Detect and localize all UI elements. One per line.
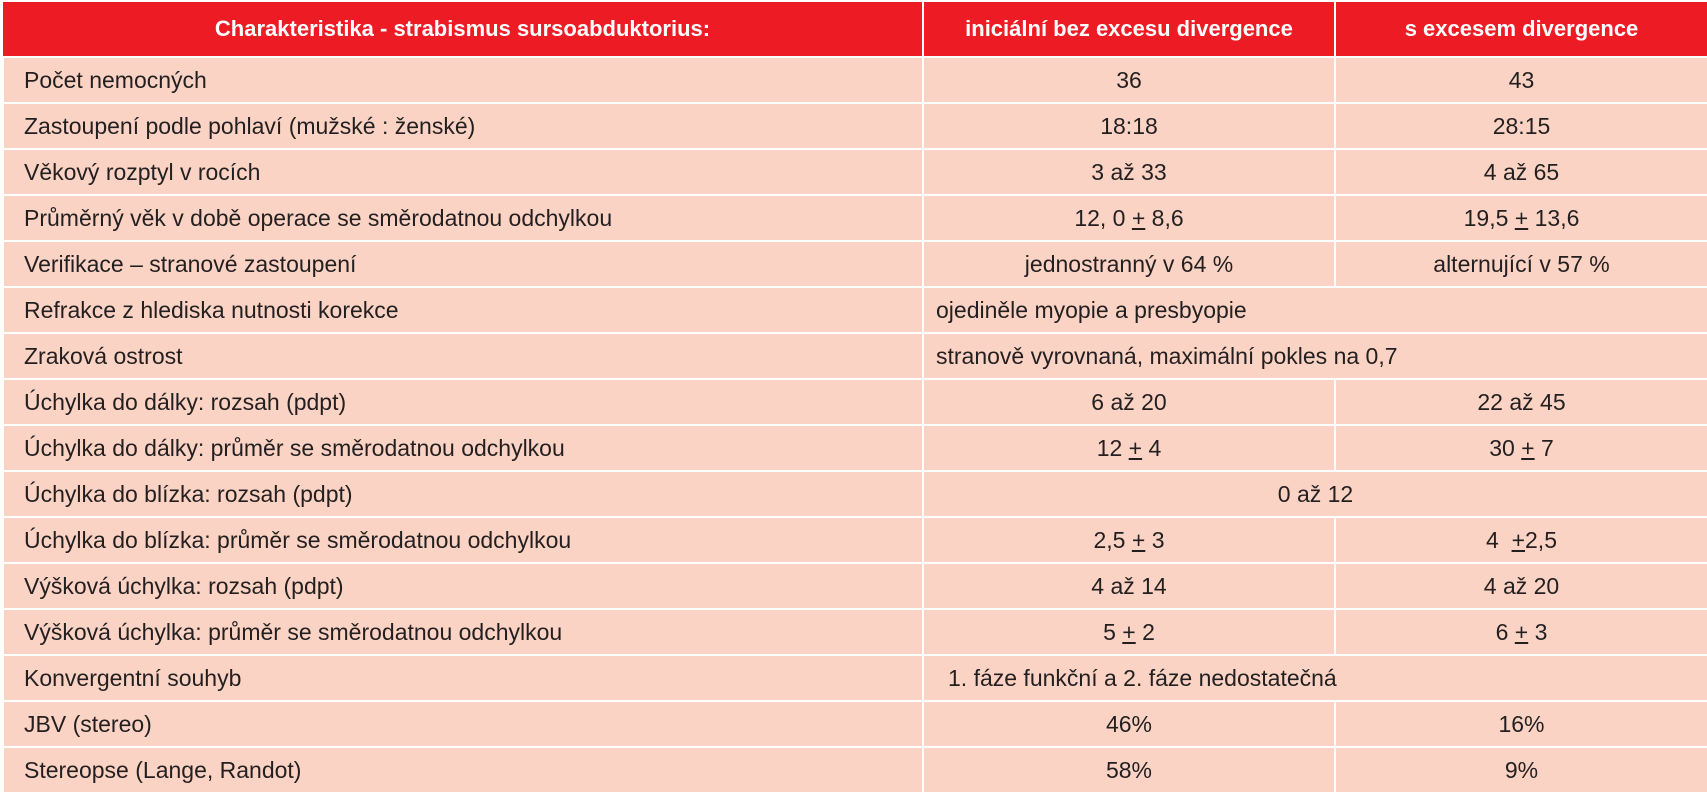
table-row	[3, 747, 1707, 793]
row-label: Věkový rozptyl v rocích	[3, 149, 923, 195]
table-row	[3, 517, 1707, 563]
value-initial: 18:18	[923, 103, 1335, 149]
table-row	[3, 471, 1707, 517]
table-row	[3, 287, 1707, 333]
row-label: Stereopse (Lange, Randot)	[3, 747, 923, 793]
value-excess: 43	[1335, 57, 1707, 103]
row-label: Úchylka do blízka: průměr se směrodatnou odchylkou	[3, 517, 923, 563]
value-mean: 2,5	[1093, 526, 1132, 553]
table-row	[3, 103, 1707, 149]
value-excess: 28:15	[1335, 103, 1707, 149]
value-mean: 19,5	[1463, 204, 1515, 231]
row-label: Konvergentní souhyb	[3, 655, 923, 701]
header-with-excess: s excesem divergence	[1335, 2, 1707, 57]
table-row	[3, 195, 1707, 241]
plus-minus-sign: +	[1128, 434, 1143, 461]
row-label: Zastoupení podle pohlaví (mužské : ženské)	[3, 103, 923, 149]
header-initial-no-excess: iniciální bez excesu divergence	[923, 2, 1335, 57]
table-row	[3, 379, 1707, 425]
plus-minus-sign: +	[1131, 204, 1146, 231]
value-sd: 4	[1142, 434, 1162, 461]
characteristics-table	[2, 2, 1707, 794]
value-initial: 46%	[923, 701, 1335, 747]
value-sd: 2	[1135, 618, 1155, 645]
value-excess: alternující v 57 %	[1335, 241, 1707, 287]
table-row	[3, 425, 1707, 471]
value-excess	[1335, 425, 1707, 471]
value-mean: 30	[1489, 434, 1522, 461]
value-excess	[1335, 195, 1707, 241]
table-row	[3, 655, 1707, 701]
value-mean: 6	[1495, 618, 1515, 645]
table-row	[3, 701, 1707, 747]
value-excess: 16%	[1335, 701, 1707, 747]
value-initial: jednostranný v 64 %	[923, 241, 1335, 287]
value-sd: 7	[1534, 434, 1554, 461]
value-sd: 2,5	[1525, 526, 1557, 553]
value-sd: 13,6	[1528, 204, 1580, 231]
table-row	[3, 333, 1707, 379]
value-initial: 6 až 20	[923, 379, 1335, 425]
value-excess: 22 až 45	[1335, 379, 1707, 425]
value-mean: 4	[1486, 526, 1512, 553]
row-label: Výšková úchylka: průměr se směrodatnou odchylkou	[3, 609, 923, 655]
table-row	[3, 609, 1707, 655]
value-initial	[923, 425, 1335, 471]
row-label: Verifikace – stranové zastoupení	[3, 241, 923, 287]
value-initial	[923, 609, 1335, 655]
value-initial	[923, 517, 1335, 563]
row-label: Refrakce z hlediska nutnosti korekce	[3, 287, 923, 333]
header-characteristic: Charakteristika - strabismus sursoabduktorius:	[3, 2, 923, 57]
value-initial: 3 až 33	[923, 149, 1335, 195]
row-label: JBV (stereo)	[3, 701, 923, 747]
plus-minus-sign: +	[1521, 434, 1535, 461]
value-excess: 9%	[1335, 747, 1707, 793]
row-label: Výšková úchylka: rozsah (pdpt)	[3, 563, 923, 609]
value-sd: 8,6	[1145, 204, 1184, 231]
value-initial	[923, 195, 1335, 241]
value-both-groups: 1. fáze funkční a 2. fáze nedostatečná	[923, 655, 1707, 701]
row-label: Zraková ostrost	[3, 333, 923, 379]
plus-minus-sign: +	[1122, 618, 1136, 645]
value-excess: 4 až 20	[1335, 563, 1707, 609]
value-both-groups: ojediněle myopie a presbyopie	[923, 287, 1707, 333]
table-header-row	[3, 2, 1707, 57]
value-excess: 4 až 65	[1335, 149, 1707, 195]
value-both-groups: 0 až 12	[923, 471, 1707, 517]
table-row	[3, 241, 1707, 287]
table-row	[3, 149, 1707, 195]
row-label: Průměrný věk v době operace se směrodatnou odchylkou	[3, 195, 923, 241]
plus-minus-sign: +	[1131, 526, 1146, 553]
row-label: Úchylka do dálky: rozsah (pdpt)	[3, 379, 923, 425]
table-row	[3, 57, 1707, 103]
value-excess	[1335, 517, 1707, 563]
plus-minus-sign: +	[1511, 526, 1526, 553]
value-sd: 3	[1528, 618, 1548, 645]
row-label: Úchylka do blízka: rozsah (pdpt)	[3, 471, 923, 517]
value-both-groups: stranově vyrovnaná, maximální pokles na 0,7	[923, 333, 1707, 379]
value-initial: 4 až 14	[923, 563, 1335, 609]
value-initial: 58%	[923, 747, 1335, 793]
value-excess	[1335, 609, 1707, 655]
plus-minus-sign: +	[1514, 618, 1529, 645]
value-initial: 36	[923, 57, 1335, 103]
value-mean: 5	[1103, 618, 1123, 645]
row-label: Úchylka do dálky: průměr se směrodatnou odchylkou	[3, 425, 923, 471]
value-mean: 12, 0	[1074, 204, 1132, 231]
value-mean: 12	[1096, 434, 1129, 461]
plus-minus-sign: +	[1514, 204, 1529, 231]
row-label: Počet nemocných	[3, 57, 923, 103]
value-sd: 3	[1145, 526, 1165, 553]
table-row	[3, 563, 1707, 609]
